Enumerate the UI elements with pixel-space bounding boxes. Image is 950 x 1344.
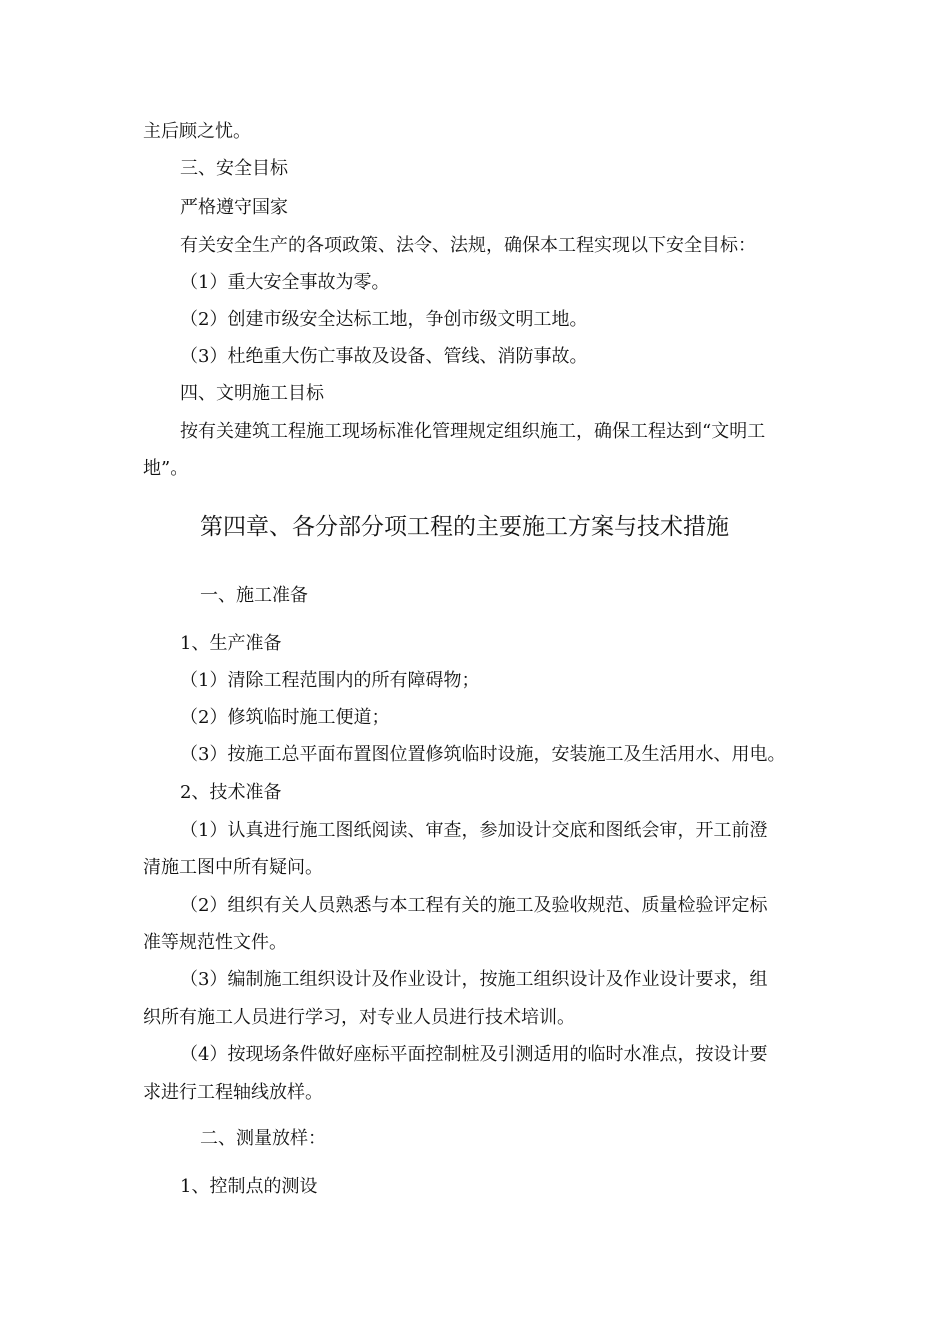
list-item: （4）按现场条件做好座标平面控制桩及引测适用的临时水准点，按设计要 (180, 1044, 768, 1065)
paragraph-line: 求进行工程轴线放样。 (143, 1082, 323, 1103)
paragraph-line: 严格遵守国家 (180, 197, 288, 218)
section-heading: 二、测量放样： (200, 1128, 326, 1149)
paragraph-line: 清施工图中所有疑问。 (143, 857, 323, 878)
list-item: （2）修筑临时施工便道； (180, 707, 390, 728)
paragraph-line: 主后顾之忧。 (143, 121, 251, 142)
list-item: （3）按施工总平面布置图位置修筑临时设施，安装施工及生活用水、用电。 (180, 744, 786, 765)
list-item: （2）创建市级安全达标工地，争创市级文明工地。 (180, 309, 588, 330)
list-item: （1）认真进行施工图纸阅读、审查，参加设计交底和图纸会审，开工前澄 (180, 820, 768, 841)
list-item: （1）清除工程范围内的所有障碍物； (180, 670, 480, 691)
paragraph-line: 有关安全生产的各项政策、法令、法规，确保本工程实现以下安全目标： (180, 235, 756, 256)
paragraph-line: 地”。 (143, 458, 189, 479)
list-item: （2）组织有关人员熟悉与本工程有关的施工及验收规范、质量检验评定标 (180, 895, 768, 916)
subsection-heading: 1、生产准备 (180, 633, 282, 654)
subsection-heading: 2、技术准备 (180, 782, 282, 803)
paragraph-line: 按有关建筑工程施工现场标准化管理规定组织施工，确保工程达到“文明工 (180, 421, 766, 442)
list-item: （3）编制施工组织设计及作业设计，按施工组织设计及作业设计要求，组 (180, 969, 768, 990)
section-heading: 三、安全目标 (180, 158, 288, 179)
section-heading: 四、文明施工目标 (180, 383, 324, 404)
paragraph-line: 准等规范性文件。 (143, 932, 287, 953)
list-item: （3）杜绝重大伤亡事故及设备、管线、消防事故。 (180, 346, 588, 367)
chapter-title: 第四章、各分部分项工程的主要施工方案与技术措施 (200, 514, 729, 540)
section-heading: 一、施工准备 (200, 585, 308, 606)
subsection-heading: 1、控制点的测设 (180, 1176, 318, 1197)
list-item: （1）重大安全事故为零。 (180, 272, 390, 293)
paragraph-line: 织所有施工人员进行学习，对专业人员进行技术培训。 (143, 1007, 575, 1028)
